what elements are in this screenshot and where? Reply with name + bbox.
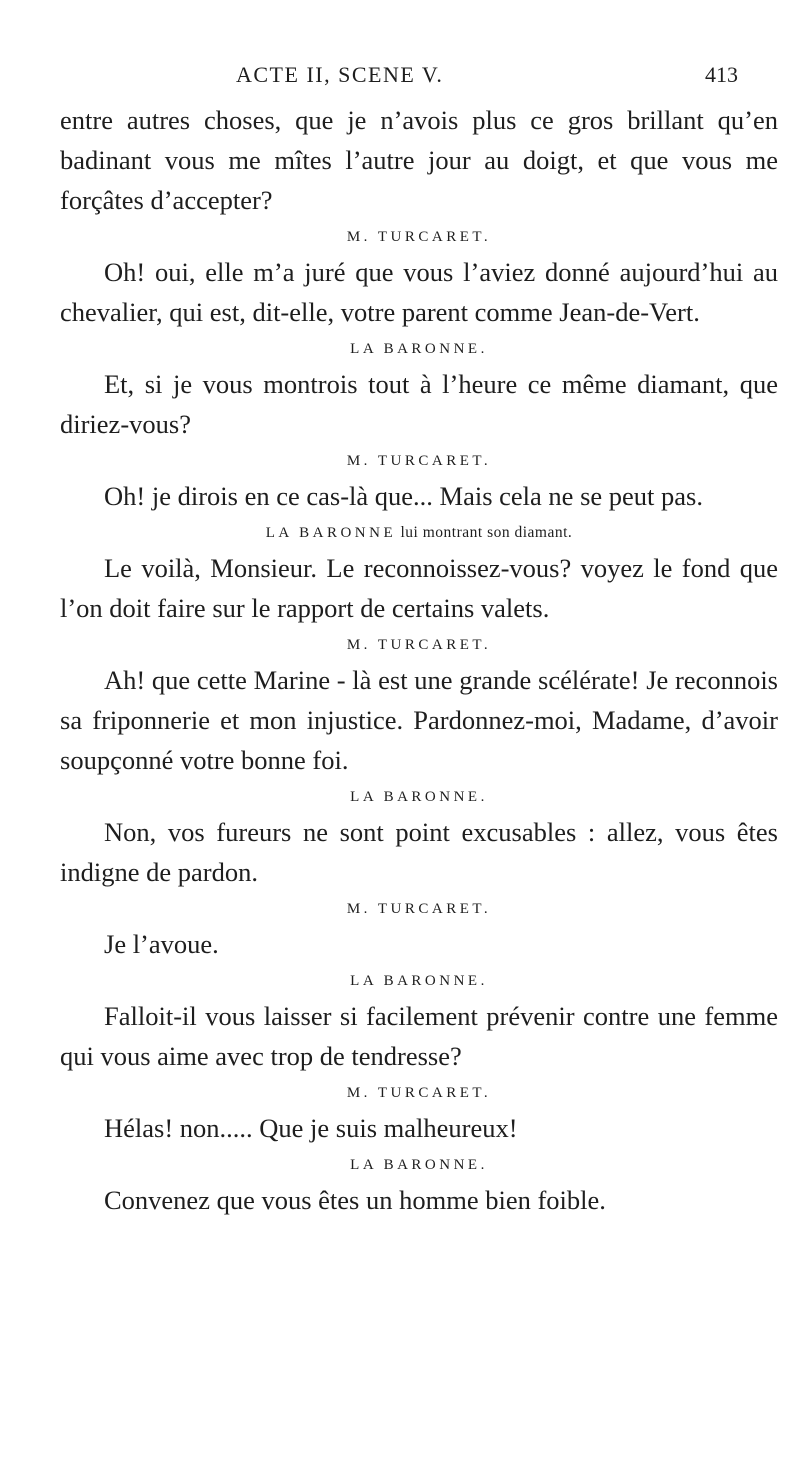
page-body <box>60 100 778 1220</box>
dialogue-paragraph: Ah! que cette Marine - là est une grande scélérate! Je reconnois sa friponnerie et mon injustice. Pardonnez-moi, Madame, d’avoir soupçonné votre bonne foi. <box>60 665 778 775</box>
speaker-heading <box>60 335 778 363</box>
speaker-heading <box>60 967 778 995</box>
stage-direction: lui montrant son diamant. <box>396 524 573 541</box>
speaker-name: M. TURCARET. <box>346 453 492 469</box>
dialogue-paragraph: Falloit-il vous laisser si facilement prévenir contre une femme qui vous aime avec trop de tendresse? <box>60 1001 778 1071</box>
speaker-name: M. TURCARET. <box>346 229 492 245</box>
running-title: ACTE II, SCENE V. <box>236 62 444 87</box>
speaker-name: LA BARONNE. <box>350 789 488 805</box>
speaker-name: LA BARONNE. <box>350 973 488 989</box>
speaker-heading <box>60 1151 778 1179</box>
speaker-name: LA BARONNE. <box>350 341 488 357</box>
speaker-heading <box>60 895 778 923</box>
speaker-name: M. TURCARET. <box>346 1085 492 1101</box>
dialogue-paragraph: Le voilà, Monsieur. Le reconnoissez-vous? voyez le fond que l’on doit faire sur le rapport de certains valets. <box>60 553 778 623</box>
dialogue-paragraph: Oh! je dirois en ce cas-là que... Mais cela ne se peut pas. <box>104 481 703 511</box>
speaker-heading <box>60 223 778 251</box>
speaker-name: LA BARONNE. <box>350 1157 488 1173</box>
speaker-heading <box>60 783 778 811</box>
speaker-name: LA BARONNE <box>265 525 397 541</box>
speaker-heading <box>60 519 778 547</box>
speaker-name: M. TURCARET. <box>346 637 492 653</box>
speaker-heading <box>60 631 778 659</box>
running-header <box>236 62 738 98</box>
dialogue-paragraph: Convenez que vous êtes un homme bien foible. <box>104 1185 606 1215</box>
speaker-heading <box>60 447 778 475</box>
speaker-name: M. TURCARET. <box>346 901 492 917</box>
dialogue-paragraph: Hélas! non..... Que je suis malheureux! <box>104 1113 518 1143</box>
dialogue-paragraph: Et, si je vous montrois tout à l’heure ce même diamant, que diriez-vous? <box>60 369 778 439</box>
dialogue-paragraph: Oh! oui, elle m’a juré que vous l’aviez donné aujourd’hui au chevalier, qui est, dit-elle, votre parent comme Jean-de-Vert. <box>60 257 778 327</box>
dialogue-paragraph: entre autres choses, que je n’avois plus ce gros brillant qu’en badinant vous me mîtes l’autre jour au doigt, et que vous me forçâtes d’accepter? <box>60 105 778 215</box>
page-number: 413 <box>705 62 738 87</box>
dialogue-paragraph: Non, vos fureurs ne sont point excusables : allez, vous êtes indigne de pardon. <box>60 817 778 887</box>
dialogue-paragraph: Je l’avoue. <box>104 929 219 959</box>
speaker-heading <box>60 1079 778 1107</box>
